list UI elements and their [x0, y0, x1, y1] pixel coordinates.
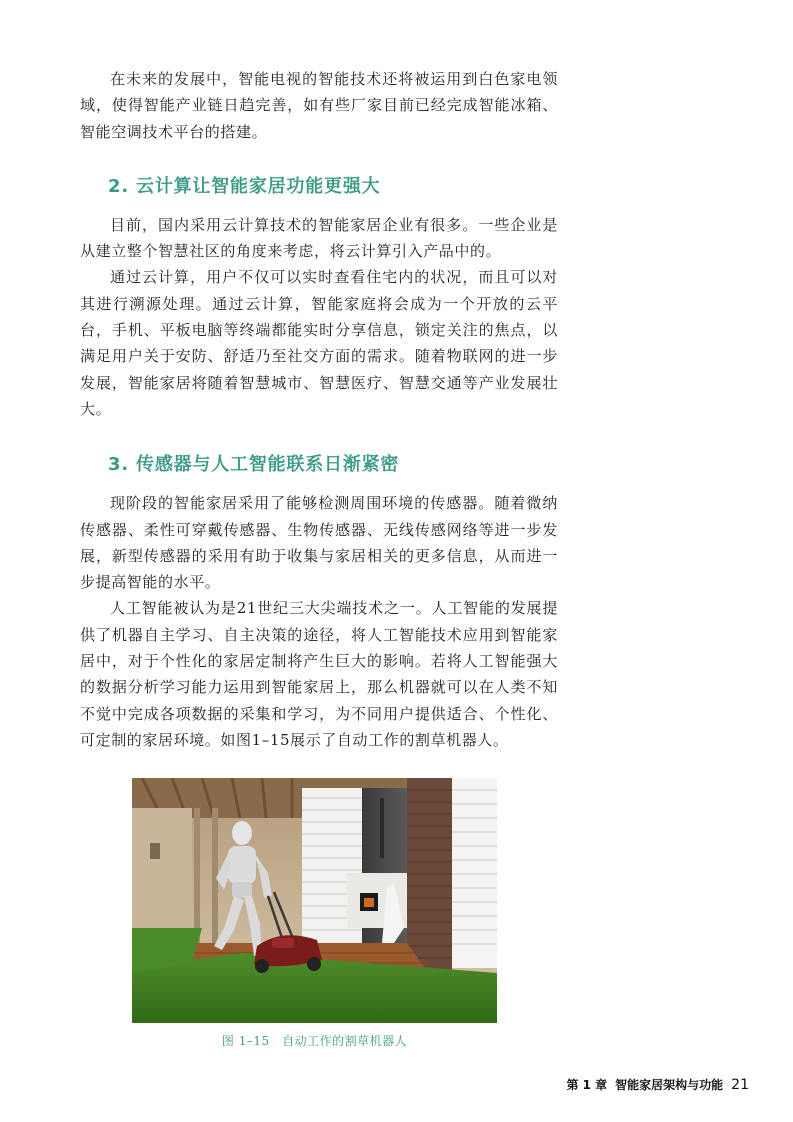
section-2-paragraph: 通过云计算，用户不仅可以实时查看住宅内的状况，而且可以对其进行溯源处理。通过云计算，智能家庭将会成为一个开放的云平台，手机、平板电脑等终端都能实时分享信息，锁定关注的焦点，以满足用户关于安防、舒适乃至社交方面的需求。随着物联网的进一步发展，智能家居将随着智慧城市、智慧医疗、智慧交通等产业发展壮大。 — [80, 268, 558, 418]
lawn-mower-robot-image — [132, 778, 497, 1023]
page-content — [80, 66, 558, 753]
section-3-heading: 3. 传感器与人工智能联系日渐紧密 — [108, 454, 400, 476]
page-number: 21 — [731, 1077, 749, 1093]
figure-caption: 图 1–15 自动工作的割草机器人 — [221, 1034, 408, 1048]
section-2-heading: 2. 云计算让智能家居功能更强大 — [108, 175, 381, 197]
section-3-paragraph: 现阶段的智能家居采用了能够检测周围环境的传感器。随着微纳传感器、柔性可穿戴传感器、生物传感器、无线传感网络等进一步发展，新型传感器的采用有助于收集与家居相关的更多信息，从而进一步提高智能的水平。 — [80, 494, 558, 592]
chapter-label: 第 1 章 — [566, 1078, 608, 1092]
section-3-paragraph: 人工智能被认为是21世纪三大尖端技术之一。人工智能的发展提供了机器自主学习、自主决策的途径，将人工智能技术应用到智能家居中，对于个性化的家居定制将产生巨大的影响。若将人工智能强大的数据分析学习能力运用到智能家居上，那么机器就可以在人类不知不觉中完成各项数据的采集和学习，为不同用户提供适合、个性化、可定制的家居环境。如图1–15展示了自动工作的割草机器人。 — [80, 599, 558, 749]
page-footer — [566, 1076, 749, 1093]
intro-paragraph: 在未来的发展中，智能电视的智能技术还将被运用到白色家电领域，使得智能产业链日趋完善，如有些厂家目前已经完成智能冰箱、智能空调技术平台的搭建。 — [80, 70, 558, 141]
chapter-title: 智能家居架构与功能 — [615, 1078, 724, 1092]
section-2-paragraph: 目前，国内采用云计算技术的智能家居企业有很多。一些企业是从建立整个智慧社区的角度来考虑，将云计算引入产品中的。 — [80, 215, 558, 261]
